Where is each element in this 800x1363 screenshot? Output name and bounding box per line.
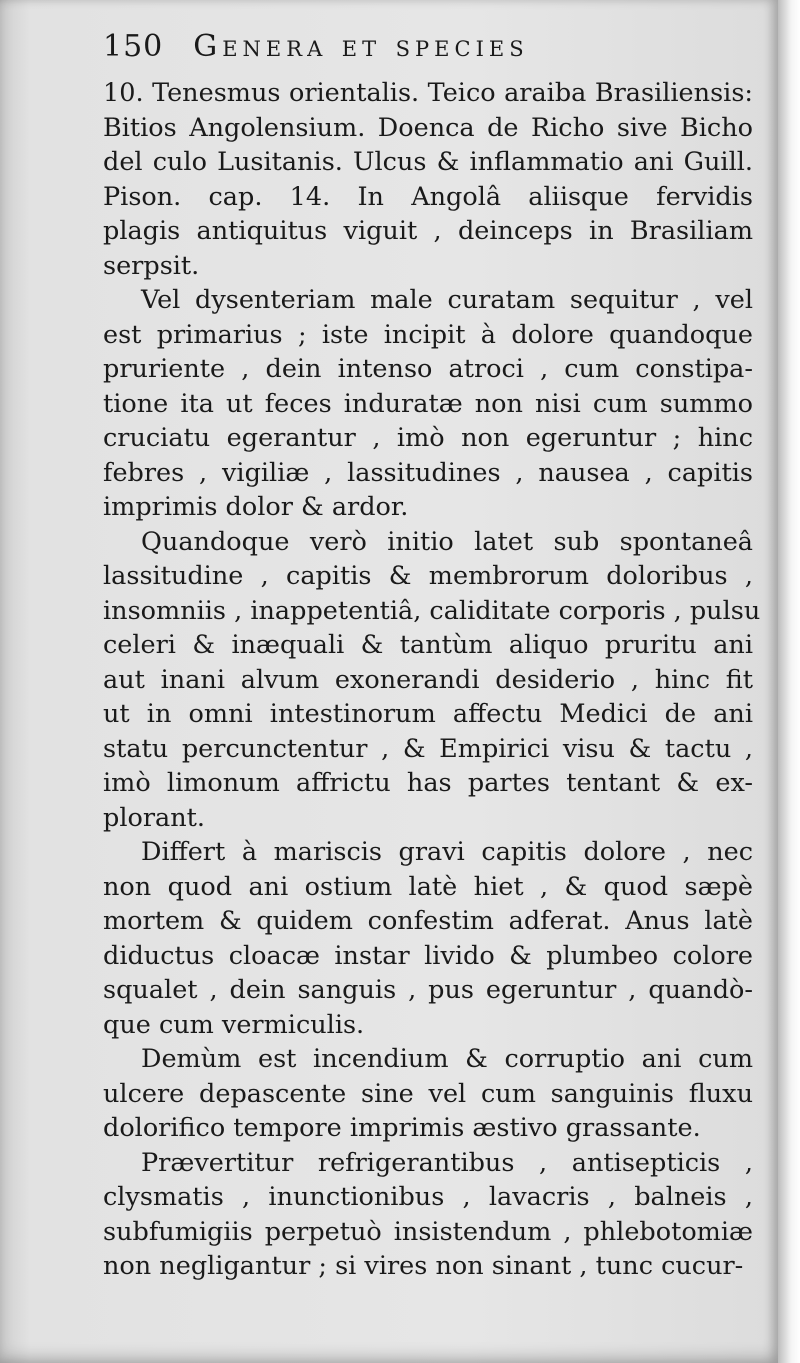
running-head: Genera et species xyxy=(193,29,529,64)
text-line: cruciatu egerantur , imò non egeruntur ; hinc xyxy=(103,423,753,453)
paragraph xyxy=(103,1146,753,1284)
text-line: Prævertitur refrigerantibus , antisepticis , xyxy=(141,1147,753,1178)
text-line: Pison. cap. 14. In Angolâ aliisque fervidis xyxy=(103,181,753,212)
text-line: subfumigiis perpetuò insistendum , phlebotomiæ xyxy=(103,1216,753,1247)
paragraph xyxy=(103,76,753,283)
text-line: pruriente , dein intenso atroci , cum constipa- xyxy=(103,354,753,384)
text-line: non quod ani ostium latè hiet , & quod sæpè xyxy=(103,871,753,902)
text-line: Quandoque verò initio latet sub spontaneâ xyxy=(141,526,753,557)
text-line: lassitudine , capitis & membrorum doloribus , xyxy=(103,561,753,591)
paragraph xyxy=(103,525,761,836)
page-number: 150 xyxy=(103,29,164,64)
text-line: celeri & inæquali & tantùm aliquo pruritu ani xyxy=(103,630,753,660)
text-line: febres , vigiliæ , lassitudines , nausea , capitis xyxy=(103,457,753,488)
text-line: mortem & quidem confestim adferat. Anus latè xyxy=(103,906,753,936)
text-line: Demùm est incendium & corruptio ani cum xyxy=(141,1044,753,1074)
text-line: clysmatis , inunctionibus , lavacris , balneis , xyxy=(103,1182,753,1212)
text-line: del culo Lusitanis. Ulcus & inflammatio ani Guill. xyxy=(103,147,753,177)
text-line: serpsit. xyxy=(103,250,200,281)
text-line: statu percunctentur , & Empirici visu & tactu , xyxy=(103,733,753,764)
text-line: plorant. xyxy=(103,802,205,833)
text-line: plagis antiquitus viguit , deinceps in Brasiliam xyxy=(103,216,753,246)
text-line: Differt à mariscis gravi capitis dolore , nec xyxy=(141,837,753,867)
page-edge xyxy=(778,0,800,1363)
text-line: insomniis , inappetentiâ, caliditate corporis , pulsu xyxy=(103,595,761,626)
text-line: imprimis dolor & ardor. xyxy=(103,492,409,522)
body-text xyxy=(103,76,761,1284)
text-line: diductus cloacæ instar livido & plumbeo colore xyxy=(103,940,753,971)
text-line: est primarius ; iste incipit à dolore quandoque xyxy=(103,319,753,350)
text-line: non negligantur ; si vires non sinant , tunc cucur- xyxy=(103,1251,744,1281)
text-line: imò limonum affrictu has partes tentant & ex- xyxy=(103,768,753,798)
paragraph xyxy=(103,1042,753,1146)
page-header xyxy=(103,30,753,70)
text-line: ulcere depascente sine vel cum sanguinis fluxu xyxy=(103,1078,753,1109)
text-line: Bitios Angolensium. Doenca de Richo sive Bicho xyxy=(103,112,753,143)
text-line: 10. Tenesmus orientalis. Teico araiba Brasiliensis: xyxy=(103,78,753,108)
text-line: ut in omni intestinorum affectu Medici de ani xyxy=(103,699,753,729)
paragraph xyxy=(103,283,753,525)
text-line: aut inani alvum exonerandi desiderio , hinc fit xyxy=(103,664,753,695)
page-text xyxy=(103,29,761,1284)
text-line: que cum vermiculis. xyxy=(103,1009,365,1040)
text-line: squalet , dein sanguis , pus egeruntur , quandò- xyxy=(103,975,753,1005)
text-line: dolorifico tempore imprimis æstivo grassante. xyxy=(103,1113,701,1143)
text-line: Vel dysenteriam male curatam sequitur , vel xyxy=(141,285,753,315)
text-line: tione ita ut feces induratæ non nisi cum summo xyxy=(103,388,753,419)
paragraph xyxy=(103,835,753,1042)
